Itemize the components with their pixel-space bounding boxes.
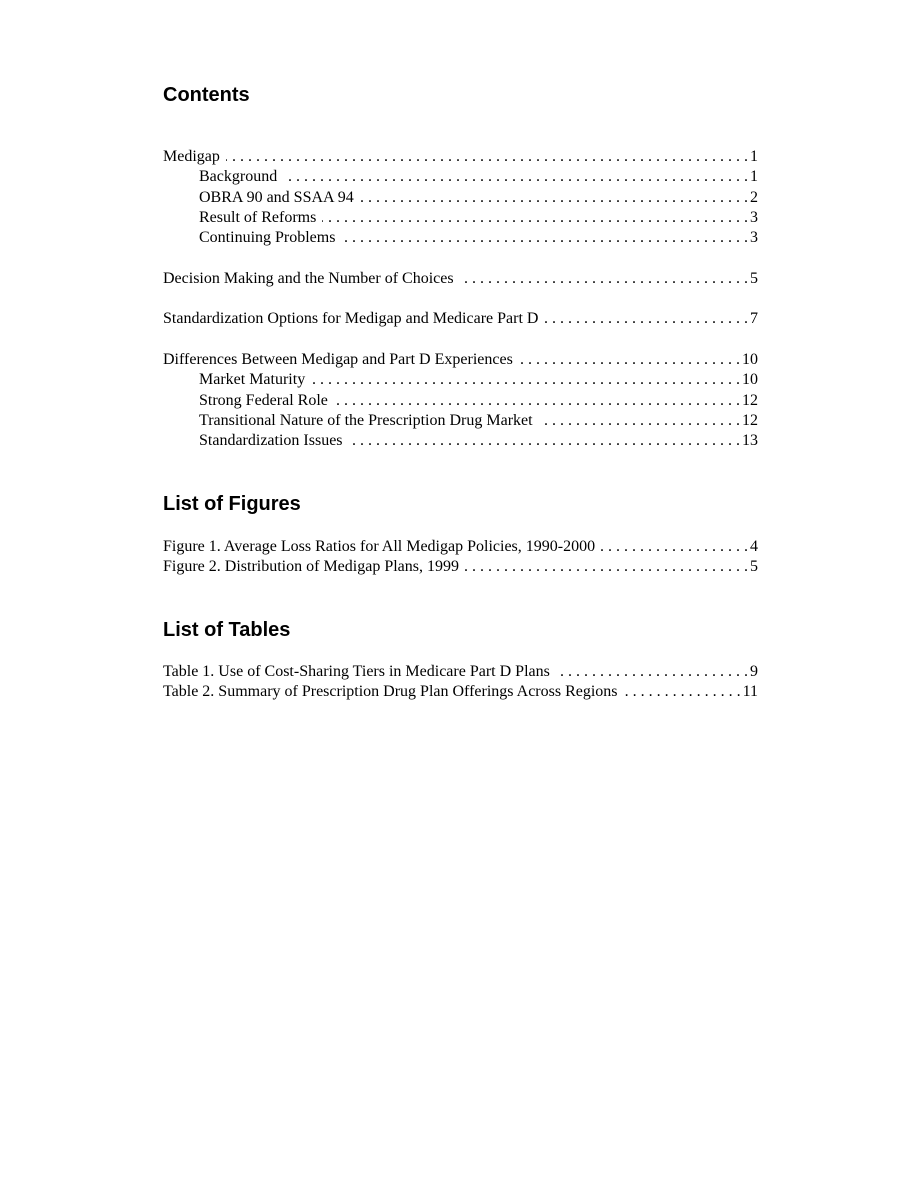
figure-entry[interactable] [163,537,758,557]
toc-entry[interactable] [163,431,758,451]
figures-list [163,537,758,578]
toc-entry-title: OBRA 90 and SSAA 94 [199,188,354,206]
figure-entry-page: 4 [750,538,758,555]
toc-entry-title: Standardization Options for Medigap and Medicare Part D [163,310,539,328]
toc-entry-title: Decision Making and the Number of Choices [163,269,454,287]
toc-entry-title: Background [199,168,278,186]
toc-entry-title: Differences Between Medigap and Part D Experiences [163,350,513,368]
toc-entry[interactable] [163,188,758,208]
toc-dot-leader [465,557,748,577]
toc-dot-leader [341,228,748,248]
toc-dot-leader [556,662,748,682]
table-entry[interactable] [163,682,758,702]
toc-dot-leader [624,682,741,702]
toc-entry[interactable] [163,411,758,431]
toc-entry-page: 10 [742,350,758,368]
table-entry-title: Table 1. Use of Cost-Sharing Tiers in Medicare Part D Plans [163,663,550,680]
toc-entry[interactable] [163,269,758,289]
toc-entry-page: 2 [750,188,758,206]
figure-entry-title: Figure 1. Average Loss Ratios for All Medigap Policies, 1990-2000 [163,538,596,555]
toc-dot-leader [283,167,748,187]
toc-dot-leader [360,188,748,208]
toc-dot-leader [334,391,740,411]
toc-entry-title: Medigap [163,148,220,165]
toc-entry-title: Continuing Problems [199,229,336,247]
contents-list [163,147,758,451]
toc-entry[interactable] [163,350,758,370]
table-entry[interactable] [163,662,758,682]
figure-entry-title: Figure 2. Distribution of Medigap Plans, 1999 [163,558,459,576]
toc-entry-page: 5 [750,269,758,287]
toc-entry-page: 13 [742,432,758,450]
toc-entry-title: Market Maturity [199,371,306,389]
toc-dot-leader [311,370,740,390]
toc-entry-page: 7 [750,310,758,328]
toc-entry[interactable] [163,167,758,187]
table-entry-page: 9 [750,663,758,680]
toc-entry-page: 1 [750,148,758,165]
toc-dot-leader [539,411,740,431]
toc-entry[interactable] [163,370,758,390]
toc-dot-leader [601,537,748,557]
toc-dot-leader [322,208,748,228]
figure-entry[interactable] [163,557,758,577]
table-entry-page: 11 [742,683,758,701]
toc-entry-page: 12 [742,411,758,429]
contents-heading: Contents [163,84,250,106]
toc-dot-leader [460,269,748,289]
figure-entry-page: 5 [750,558,758,576]
toc-dot-leader [349,431,740,451]
toc-entry-title: Strong Federal Role [199,391,328,409]
toc-dot-leader [519,350,740,370]
toc-dot-leader [544,309,748,329]
toc-dot-leader [226,147,748,167]
toc-entry-page: 12 [742,391,758,409]
toc-entry-page: 10 [742,371,758,389]
toc-entry-page: 3 [750,208,758,226]
table-entry-title: Table 2. Summary of Prescription Drug Plan Offerings Across Regions [163,683,618,701]
toc-entry-title: Transitional Nature of the Prescription Drug Market [199,411,533,429]
figures-heading: List of Figures [163,493,301,515]
toc-entry[interactable] [163,391,758,411]
toc-entry[interactable] [163,147,758,167]
tables-list [163,662,758,703]
toc-entry-page: 3 [750,229,758,247]
toc-entry-title: Standardization Issues [199,432,343,450]
toc-entry[interactable] [163,309,758,329]
toc-entry-page: 1 [750,168,758,186]
toc-entry[interactable] [163,208,758,228]
tables-heading: List of Tables [163,619,291,641]
toc-entry[interactable] [163,228,758,248]
toc-entry-title: Result of Reforms [199,208,317,226]
